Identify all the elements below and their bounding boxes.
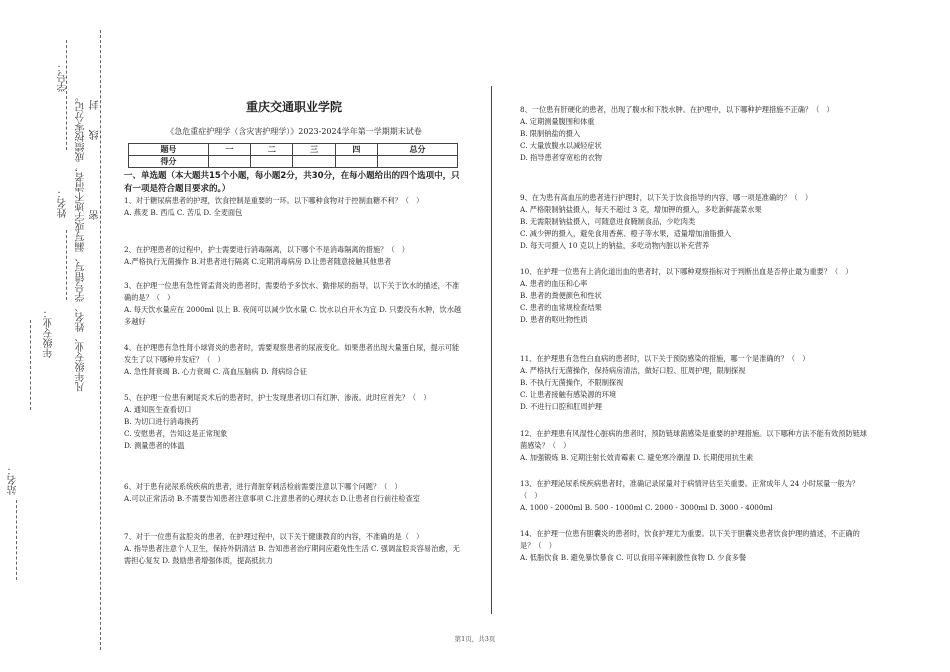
score-table-header-row [129, 144, 458, 156]
question-option: C. 安慰患者，告知这是正常现象 [124, 429, 228, 438]
score-table-header: 题号 [129, 144, 209, 156]
question-stem: 7、对于一位患有盆腔炎的患者，在护理过程中，以下关于健康教育的内容，不准确的是（ ） [124, 532, 424, 541]
question-option: D. 不进行口腔和肛周护理 [520, 402, 602, 411]
question-3 [124, 280, 464, 328]
question-option: A. 急性肾衰竭 B. 心力衰竭 C. 高血压脑病 D. 肾病综合征 [124, 367, 307, 376]
question-option: A. 定期测量腹围和体重 [520, 117, 595, 126]
question-stem: 5、在护理一位患有阑尾炎术后的患者时，护士发现患者切口有红肿、渗液。此时应首先？（ ） [124, 393, 431, 402]
score-table [128, 143, 458, 168]
question-option: C. 减少钾的摄入，避免食用香蕉、橙子等水果，适量增加油脂摄入 [520, 229, 732, 238]
question-option: D. 测量患者的体温 [124, 441, 185, 450]
question-option: A. 严格限制钠盐摄入，每天不超过 3 克，增加钾的摄入，多吃新鲜蔬菜水果 [520, 205, 762, 214]
name-label: 姓名： [58, 188, 69, 218]
score-row-label: 得分 [129, 156, 209, 168]
score-table-header: 一 [208, 144, 250, 156]
score-table-header: 二 [251, 144, 293, 156]
question-option: C. 患者的血常规检查结果 [520, 303, 602, 312]
question-option: D. 患者的呕吐物性质 [520, 315, 588, 324]
question-option: B. 不执行无菌操作，不限制探视 [520, 378, 624, 387]
score-table-header: 总分 [378, 144, 458, 156]
question-stem: 13、在护理泌尿系统疾病患者时，准确记录尿量对于病情评估至关重要。正常成年人 24 小时尿量一般为？（ ） [520, 479, 860, 500]
binding-notice: 凡年级专业、姓名、学号错写、漏写或字迹不清者，成绩按零分记。 [76, 92, 87, 392]
question-stem: 2、在护理患者的过程中，护士需要进行消毒隔离，以下哪个不是消毒隔离的措施？（ ） [124, 245, 409, 254]
question-stem: 4、在护理患有急性肾小球肾炎的患者时，需要观察患者的尿液变化。如果患者出现大量蛋白尿，提示可能发生了以下哪种并发症？（ ） [124, 343, 460, 364]
question-option: A.严格执行无菌操作 B.对患者进行隔离 C.定期消毒病房 D.让患者随意接触其他患者 [124, 257, 392, 266]
question-1 [124, 195, 464, 219]
question-12 [520, 428, 870, 464]
grade-major-label: 年级专业： [44, 308, 55, 358]
question-option: D. 指导患者穿宽松的衣物 [520, 153, 602, 162]
question-11 [520, 353, 870, 413]
question-stem: 11、在护理患有急性白血病的患者时，以下关于预防感染的措施，哪一个是准确的？（ ） [520, 354, 810, 363]
question-stem: 3、在护理一位患有急性肾盂肾炎的患者时，需要给予多饮水、勤排尿的指导，以下关于饮水的描述，不准确的是？（ ） [124, 281, 460, 302]
line-mark: 线 [90, 130, 101, 140]
section-heading: 一、单选题（本大题共15个小题，每小题2分，共30分，在每小题给出的四个选项中，只有一项是符合题目要求的。） [124, 171, 460, 194]
site-label: 站名： [8, 465, 19, 495]
binding-margin [0, 0, 110, 672]
binding-dashed-line [100, 30, 101, 650]
question-stem: 1、对于糖尿病患者的护理，饮食控制是重要的一环。以下哪种食物对于控制血糖不利？（ ） [124, 196, 424, 205]
question-option: A. 指导患者注意个人卫生，保持外阴清洁 B. 告知患者治疗期间应避免性生活 C. 强调盆腔炎容易治愈，无需担心复发 D. 鼓励患者增强体质，提高抵抗力 [124, 544, 460, 565]
question-stem: 12、在护理患有风湿性心脏病的患者时，预防链球菌感染是重要的护理措施。以下哪种方法不能有效预防链球菌感染？（ ） [520, 429, 867, 450]
question-option: A. 1000 - 2000ml B. 500 - 1000ml C. 2000 - 3000ml D. 3000 - 4000ml [520, 503, 773, 512]
question-7 [124, 531, 464, 567]
seal-line-mark: 封 [90, 100, 101, 110]
question-option: A. 通知医生查看切口 [124, 405, 192, 414]
site-underline [16, 500, 17, 580]
question-10 [520, 266, 870, 326]
question-option: B. 无需限制钠盐摄入，可随意进食腌制食品，少吃肉类 [520, 217, 696, 226]
exam-title: 《急危重症护理学（含灾害护理学）》2023-2024学年第一学期期末试卷 [166, 127, 422, 136]
school-name: 重庆交通职业学院 [245, 100, 342, 114]
question-option: A. 患者的血压和心率 [520, 279, 588, 288]
question-14 [520, 528, 870, 564]
question-5 [124, 392, 464, 452]
question-option: A.可以正常活动 B.不需要告知患者注意事项 C.注意患者的心理状态 D.让患者自行前往检查室 [124, 494, 420, 503]
name-underline [66, 230, 67, 300]
question-8 [520, 104, 870, 164]
question-option: A. 每天饮水量应在 2000ml 以上 B. 夜间可以减少饮水量 C. 饮水以白开水为宜 D. 只要没有水肿，饮水越多越好 [124, 305, 462, 326]
question-option: A. 燕麦 B. 西瓜 C. 苦瓜 D. 全麦面包 [124, 208, 243, 217]
score-cell[interactable] [208, 156, 250, 168]
question-stem: 9、在为患有高血压的患者进行护理时，以下关于饮食指导的内容，哪一项是准确的？（ ） [520, 193, 813, 202]
score-table-header: 四 [335, 144, 377, 156]
question-stem: 14、在护理一位患有胆囊炎的患者时，饮食护理尤为重要。以下关于胆囊炎患者饮食护理的描述，不正确的是？（ ） [520, 529, 860, 550]
score-table-header: 三 [293, 144, 335, 156]
question-stem: 6、对于患有泌尿系统疾病的患者，进行肾脏穿刺活检前需要注意以下哪个问题？（ ） [124, 482, 402, 491]
question-option: A. 加强锻炼 B. 定期注射长效青霉素 C. 避免寒冷潮湿 D. 长期使用抗生素 [520, 453, 754, 462]
question-4 [124, 342, 464, 378]
grade-major-underline [30, 320, 31, 410]
question-option: D. 每天可摄入 10 克以上的钠盐，多吃动物内脏以补充营养 [520, 241, 710, 250]
question-option: C. 大量放腹水以减轻症状 [520, 141, 602, 150]
column-divider [491, 86, 492, 614]
question-option: A. 严格执行无菌操作，保持病房清洁，做好口腔、肛周护理，限制探视 [520, 366, 746, 375]
student-id-label: 学号： [58, 62, 69, 92]
question-13 [520, 478, 870, 514]
score-cell[interactable] [251, 156, 293, 168]
score-cell[interactable] [335, 156, 377, 168]
question-option: A. 低脂饮食 B. 避免暴饮暴食 C. 可以食用辛辣刺激性食物 D. 少食多餐 [520, 553, 747, 562]
seal-mark: 密 [90, 210, 101, 220]
page-footer: 第1页，共3页 [454, 635, 496, 643]
question-option: B. 限制钠盐的摄入 [520, 129, 581, 138]
question-stem: 10、在护理一位患有上消化道出血的患者时，以下哪种观察指标对于判断出血是否停止最为重要？（ ） [520, 267, 853, 276]
question-stem: 8、一位患有肝硬化的患者，出现了腹水和下肢水肿。在护理中，以下哪种护理措施不正确？（ ） [520, 105, 834, 114]
score-table-score-row [129, 156, 458, 168]
question-6 [124, 481, 464, 505]
question-option: B. 患者的粪便颜色和性状 [520, 291, 602, 300]
question-2 [124, 244, 464, 268]
score-cell[interactable] [293, 156, 335, 168]
question-9 [520, 192, 870, 252]
score-cell[interactable] [378, 156, 458, 168]
question-option: C. 让患者接触有感染源的环境 [520, 390, 617, 399]
student-id-underline [66, 40, 67, 150]
question-option: B. 为切口进行消毒换药 [124, 417, 199, 426]
